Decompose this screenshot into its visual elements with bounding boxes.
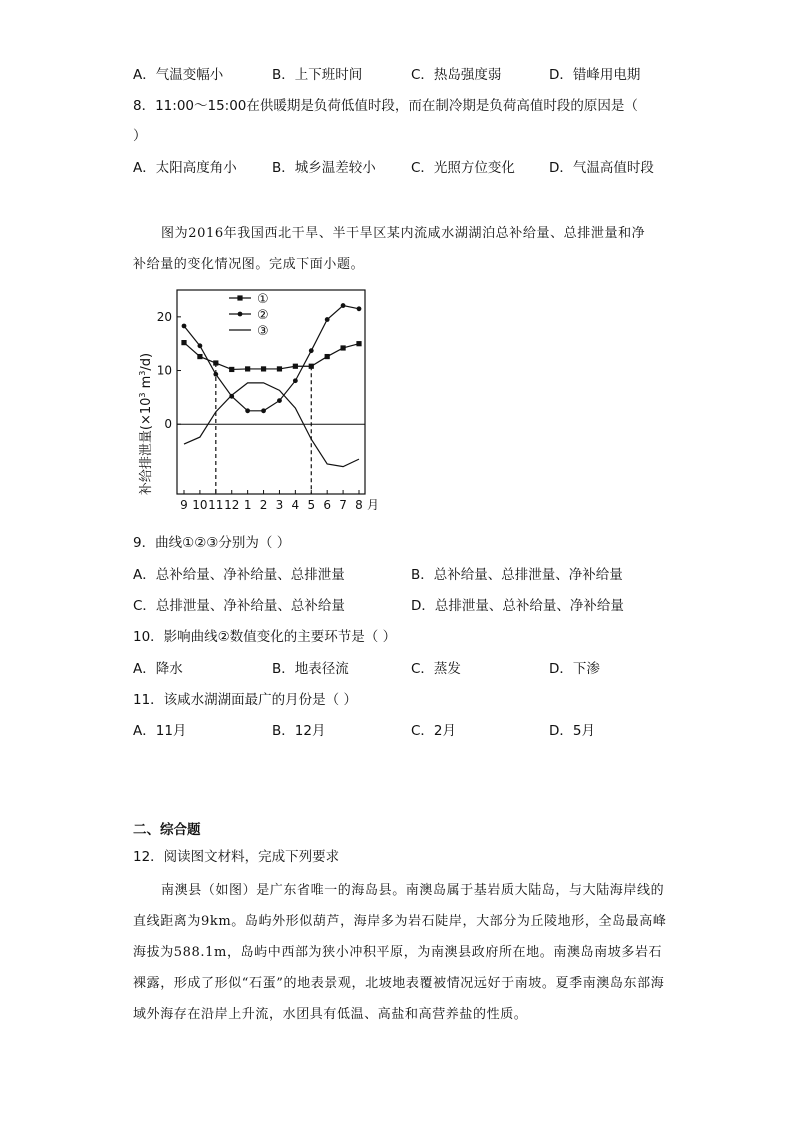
x-tick-label: 8 xyxy=(355,498,363,512)
series-2-point xyxy=(245,408,250,413)
series-2-point xyxy=(198,343,203,348)
q8-option-c: C．光照方位变化 xyxy=(411,160,515,176)
series-1-point xyxy=(213,360,218,365)
series-1-point xyxy=(181,340,186,345)
x-tick-label: 3 xyxy=(275,498,284,512)
x-tick-label: 1 xyxy=(243,498,252,512)
series-2-point xyxy=(309,348,314,353)
y-tick-label: 20 xyxy=(156,309,172,324)
q7-option-a: A．气温变幅小 xyxy=(133,67,224,83)
q8-option-b: B．城乡温差较小 xyxy=(272,160,376,176)
series-2-point xyxy=(325,317,330,322)
q8-stem: 8．11:00～15:00在供暖期是负荷低值时段，而在制冷期是负荷高值时段的原因是（ xyxy=(133,98,638,114)
intro-line-2: 补给量的变化情况图。完成下面小题。 xyxy=(133,257,365,272)
q7-option-d: D．错峰用电期 xyxy=(549,67,641,83)
series-1-point xyxy=(245,366,250,371)
chart-svg xyxy=(133,286,383,518)
intro-paragraph xyxy=(133,218,673,280)
legend-marker-2 xyxy=(238,312,243,317)
x-tick-label: 7 xyxy=(339,498,347,512)
series-1-point xyxy=(293,364,298,369)
x-tick-label: 10 xyxy=(192,498,208,512)
intro-line-1: 图为2016年我国西北干旱、半干旱区某内流咸水湖湖泊总补给量、总排泄量和净 xyxy=(161,226,646,241)
series-1-point xyxy=(340,345,345,350)
q11-option-d: D．5月 xyxy=(549,723,595,739)
q10-option-b: B．地表径流 xyxy=(272,661,349,677)
q10-stem: 10．影响曲线②数值变化的主要环节是（ ） xyxy=(133,629,397,645)
series-1-point xyxy=(277,366,282,371)
chart-ylabel: 补给排泄量($\times 10^3$ $m^3/d$) xyxy=(138,352,154,496)
series-2-point xyxy=(261,408,266,413)
q12-paragraph: 南澳县（如图）是广东省唯一的海岛县。南澳岛属于基岩质大陆岛，与大陆海岸线的直线距离为9km。岛屿外形似葫芦，海岸多为岩石陡岸，大部分为丘陵地形，全岛最高峰海拔为588.1m，岛屿中西部为狭小冲积平原，为南澳县政府所在地。南澳岛南坡多岩石裸露，形成了形似“石蛋”的地表景观，北坡地表覆被情况远好于南坡。夏季南澳岛东部海域外海存在沿岸上升流，水团具有低温、高盐和高营养盐的性质。 xyxy=(133,883,667,1022)
q11-option-b: B．12月 xyxy=(272,723,326,739)
y-tick-label: 10 xyxy=(156,363,172,378)
q7-option-c: C．热岛强度弱 xyxy=(411,67,502,83)
x-tick-label: 9 xyxy=(180,498,188,512)
section-title: 二、综合题 xyxy=(133,822,201,838)
series-1-point xyxy=(261,366,266,371)
series-2-point xyxy=(357,306,362,311)
q12-stem: 12．阅读图文材料，完成下列要求 xyxy=(133,849,340,865)
x-tick-label: 4 xyxy=(291,498,300,512)
series-2-point xyxy=(341,303,346,308)
q10-option-d: D．下渗 xyxy=(549,661,600,677)
q9-option-a: A．总补给量、净补给量、总排泄量 xyxy=(133,567,345,583)
y-tick-label: 0 xyxy=(164,417,172,432)
series-1-point xyxy=(229,367,234,372)
q9-option-b: B．总补给量、总排泄量、净补给量 xyxy=(411,567,623,583)
series-2-point xyxy=(182,324,187,329)
x-unit-label: 月 xyxy=(367,498,380,512)
q10-option-a: A．降水 xyxy=(133,661,183,677)
q9-stem: 9．曲线①②③分别为（ ） xyxy=(133,535,291,551)
x-tick-label: 5 xyxy=(307,498,316,512)
x-tick-label: 2 xyxy=(259,498,268,512)
plot-frame xyxy=(177,290,365,494)
legend-label-1: ① xyxy=(257,292,269,307)
q10-option-c: C．蒸发 xyxy=(411,661,461,677)
legend-label-2: ② xyxy=(257,308,269,323)
series-1-point xyxy=(309,364,314,369)
q11-option-a: A．11月 xyxy=(133,723,187,739)
supply-drain-chart xyxy=(133,286,383,522)
series-line-2 xyxy=(184,306,359,411)
x-tick-label: 11 xyxy=(208,498,224,512)
series-2-point xyxy=(293,378,298,383)
series-1-point xyxy=(325,354,330,359)
q8-option-a: A．太阳高度角小 xyxy=(133,160,237,176)
q9-option-c: C．总排泄量、净补给量、总补给量 xyxy=(133,598,345,614)
legend-label-3: ③ xyxy=(257,324,269,339)
series-2-point xyxy=(277,398,282,403)
x-tick-label: 6 xyxy=(323,498,332,512)
q7-option-b: B．上下班时间 xyxy=(272,67,363,83)
legend-marker-1 xyxy=(237,295,242,300)
q11-option-c: C．2月 xyxy=(411,723,457,739)
x-tick-label: 12 xyxy=(224,498,240,512)
q11-stem: 11．该咸水湖湖面最广的月份是（ ） xyxy=(133,692,357,708)
series-line-3 xyxy=(184,383,359,467)
series-2-point xyxy=(213,372,218,377)
series-1-point xyxy=(356,341,361,346)
q8-stem-cont: ） xyxy=(133,128,147,144)
q9-option-d: D．总排泄量、总补给量、净补给量 xyxy=(411,598,624,614)
series-1-point xyxy=(197,354,202,359)
q8-option-d: D．气温高值时段 xyxy=(549,160,654,176)
